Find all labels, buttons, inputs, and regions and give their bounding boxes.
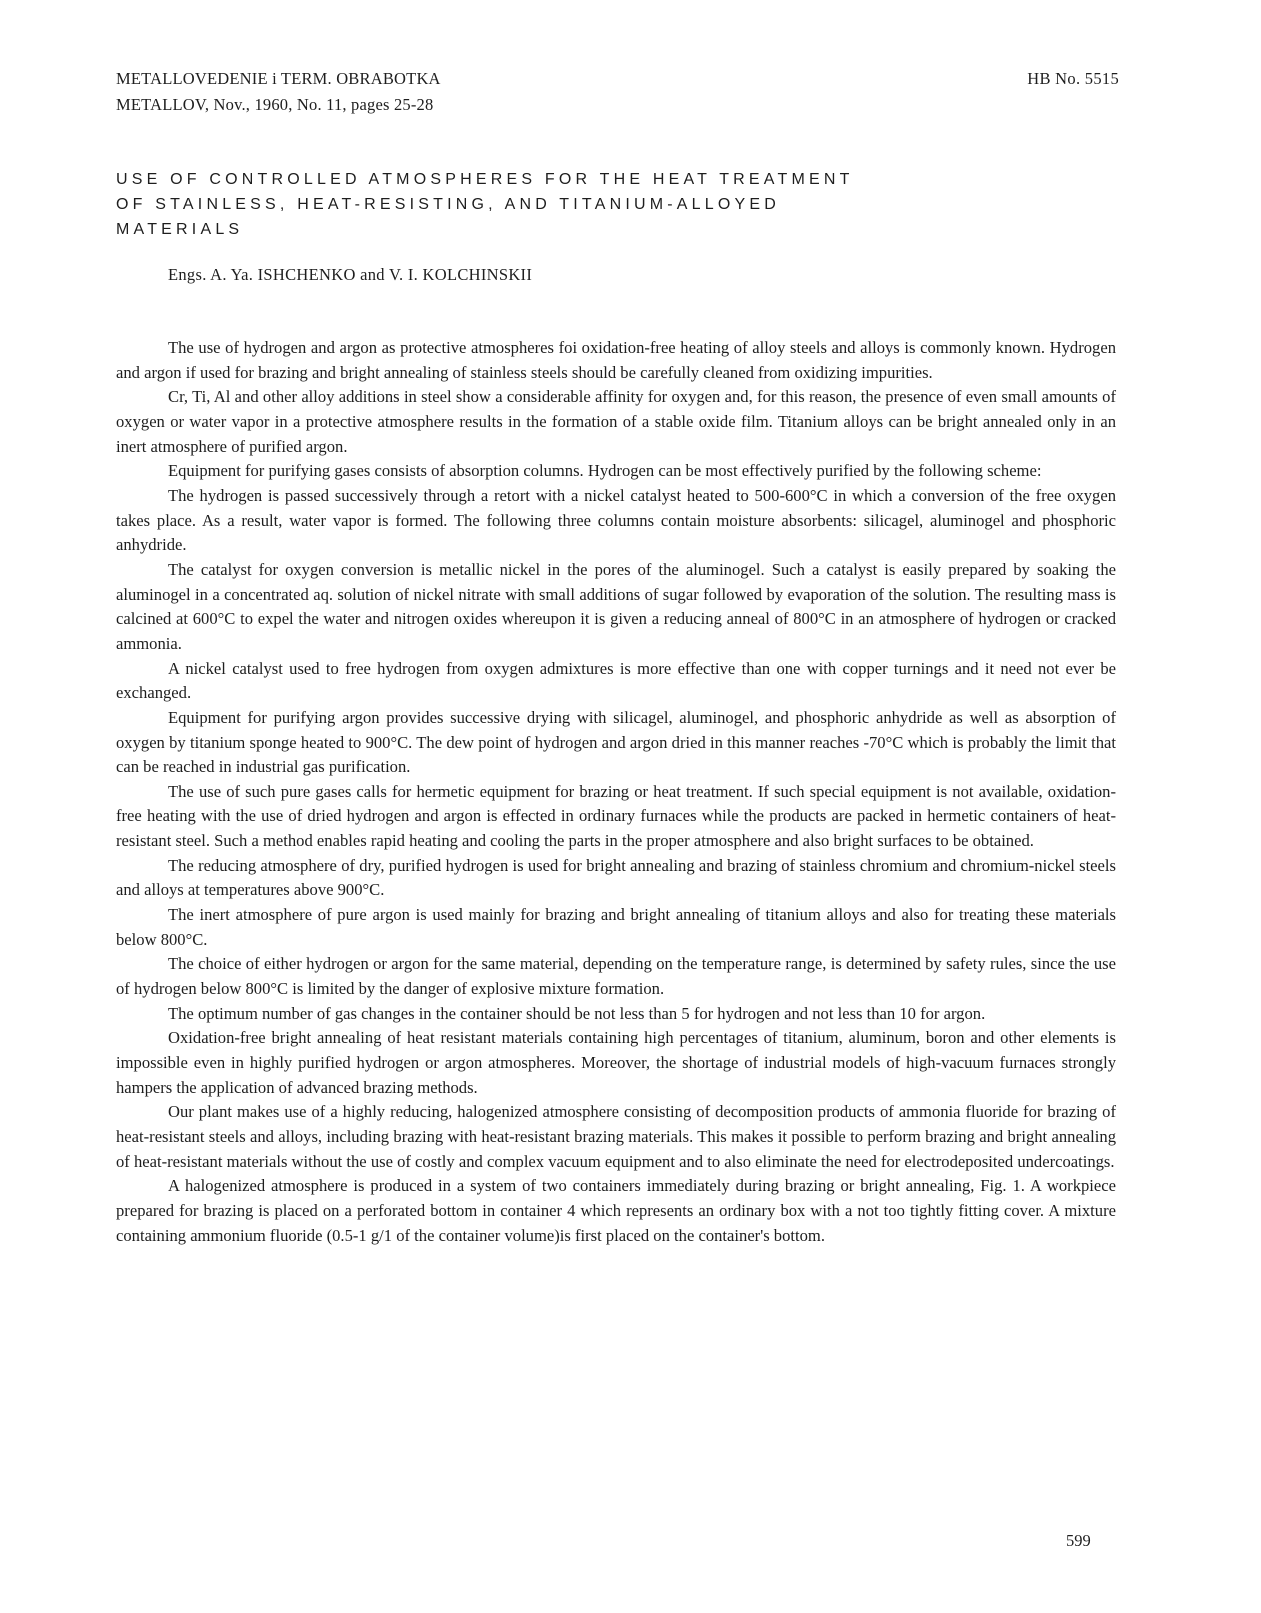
article-title — [116, 167, 976, 242]
paragraph: The use of hydrogen and argon as protective atmospheres foi oxidation-free heating of alloy steels and alloys is commonly known. Hydrogen and argon if used for brazing and bright annealing of stainless steels should be carefully cleaned from oxidizing impurities. — [116, 338, 1116, 382]
paragraph: Equipment for purifying gases consists of absorption columns. Hydrogen can be most effectively purified by the following scheme: — [168, 461, 1042, 481]
reference-number: HB No. 5515 — [1027, 69, 1119, 88]
title-line-2: OF STAINLESS, HEAT-RESISTING, AND TITANIUM-ALLOYED — [116, 196, 781, 213]
title-line-3: MATERIALS — [116, 221, 244, 238]
paragraph: Oxidation-free bright annealing of heat resistant materials containing high percentages of titanium, aluminum, boron and other elements is impossible even in highly purified hydrogen or argon atmospheres. Moreover, the shortage of industrial models of high-vacuum furnaces strongly hampers the application of advanced brazing methods. — [116, 1028, 1116, 1097]
paragraph: The catalyst for oxygen conversion is metallic nickel in the pores of the aluminogel. Such a catalyst is easily prepared by soaking the aluminogel in a concentrated aq. solution of nickel nitrate with small additions of sugar followed by evaporation of the solution. The resulting mass is calcined at 600°C to expel the water and nitrogen oxides whereupon it is given a reducing anneal of 800°C in an atmosphere of hydrogen or cracked ammonia. — [116, 559, 1116, 653]
paragraph: Our plant makes use of a highly reducing, halogenized atmosphere consisting of decomposition products of ammonia fluoride for brazing of heat-resistant steels and alloys, including brazing with heat-resistant brazing materials. This makes it possible to perform brazing and bright annealing of heat-resistant materials without the use of costly and complex vacuum equipment and to also eliminate the need for electrodeposited undercoatings. — [116, 1102, 1116, 1171]
paragraph: Equipment for purifying argon provides successive drying with silicagel, aluminogel, and phosphoric anhydride as well as absorption of oxygen by titanium sponge heated to 900°C. The dew point of hydrogen and argon dried in this manner reaches -70°C which is probably the limit that can be reached in industrial gas purification. — [116, 707, 1116, 777]
author-line: Engs. A. Ya. ISHCHENKO and V. I. KOLCHINSKII — [168, 265, 533, 284]
paragraph: The choice of either hydrogen or argon for the same material, depending on the temperature range, is determined by safety rules, since the use of hydrogen below 800°C is limited by the danger of explosive mixture formation. — [116, 954, 1116, 999]
paragraph: A nickel catalyst used to free hydrogen from oxygen admixtures is more effective than one with copper turnings and it need not ever be exchanged. — [116, 658, 1116, 703]
journal-citation — [116, 66, 441, 118]
paragraph: The optimum number of gas changes in the container should be not less than 5 for hydrogen and not less than 10 for argon. — [168, 1003, 986, 1023]
paragraph: The use of such pure gases calls for hermetic equipment for brazing or heat treatment. If such special equipment is not available, oxidation-free heating with the use of dried hydrogen and argon is effected in ordinary furnaces while the products are packed in hermetic containers of heat-resistant steel. Such a method enables rapid heating and cooling the parts in the proper atmosphere and also bright surfaces to be obtained. — [116, 781, 1116, 851]
article-body — [116, 336, 1116, 1248]
paragraph: Cr, Ti, Al and other alloy additions in steel show a considerable affinity for oxygen and, for this reason, the presence of even small amounts of oxygen or water vapor in a protective atmosphere results in the formation of a stable oxide film. Titanium alloys can be bright annealed only in an inert atmosphere of purified argon. — [116, 387, 1116, 456]
paragraph: The inert atmosphere of pure argon is used mainly for brazing and bright annealing of titanium alloys and also for treating these materials below 800°C. — [116, 905, 1116, 949]
paragraph: A halogenized atmosphere is produced in a system of two containers immediately during brazing or bright annealing, Fig. 1. A workpiece prepared for brazing is placed on a perforated bottom in container 4 which represents an ordinary box with a not too tightly fitting cover. A mixture containing ammonium fluoride (0.5-1 g/1 of the container volume)is first placed on the container's bottom. — [116, 1176, 1116, 1245]
page-number: 599 — [1066, 1531, 1091, 1550]
paragraph: The hydrogen is passed successively through a retort with a nickel catalyst heated to 500-600°C in which a conversion of the free oxygen takes place. As a result, water vapor is formed. The following three columns contain moisture absorbents: silicagel, aluminogel and phosphoric anhydride. — [116, 485, 1116, 555]
title-line-1: USE OF CONTROLLED ATMOSPHERES FOR THE HEAT TREATMENT — [116, 171, 854, 188]
journal-name: METALLOVEDENIE i TERM. OBRABOTKA — [116, 69, 441, 88]
journal-issue: METALLOV, Nov., 1960, No. 11, pages 25-28 — [116, 95, 434, 114]
paragraph: The reducing atmosphere of dry, purified hydrogen is used for bright annealing and brazing of stainless chromium and chromium-nickel steels and alloys at temperatures above 900°C. — [116, 855, 1116, 900]
